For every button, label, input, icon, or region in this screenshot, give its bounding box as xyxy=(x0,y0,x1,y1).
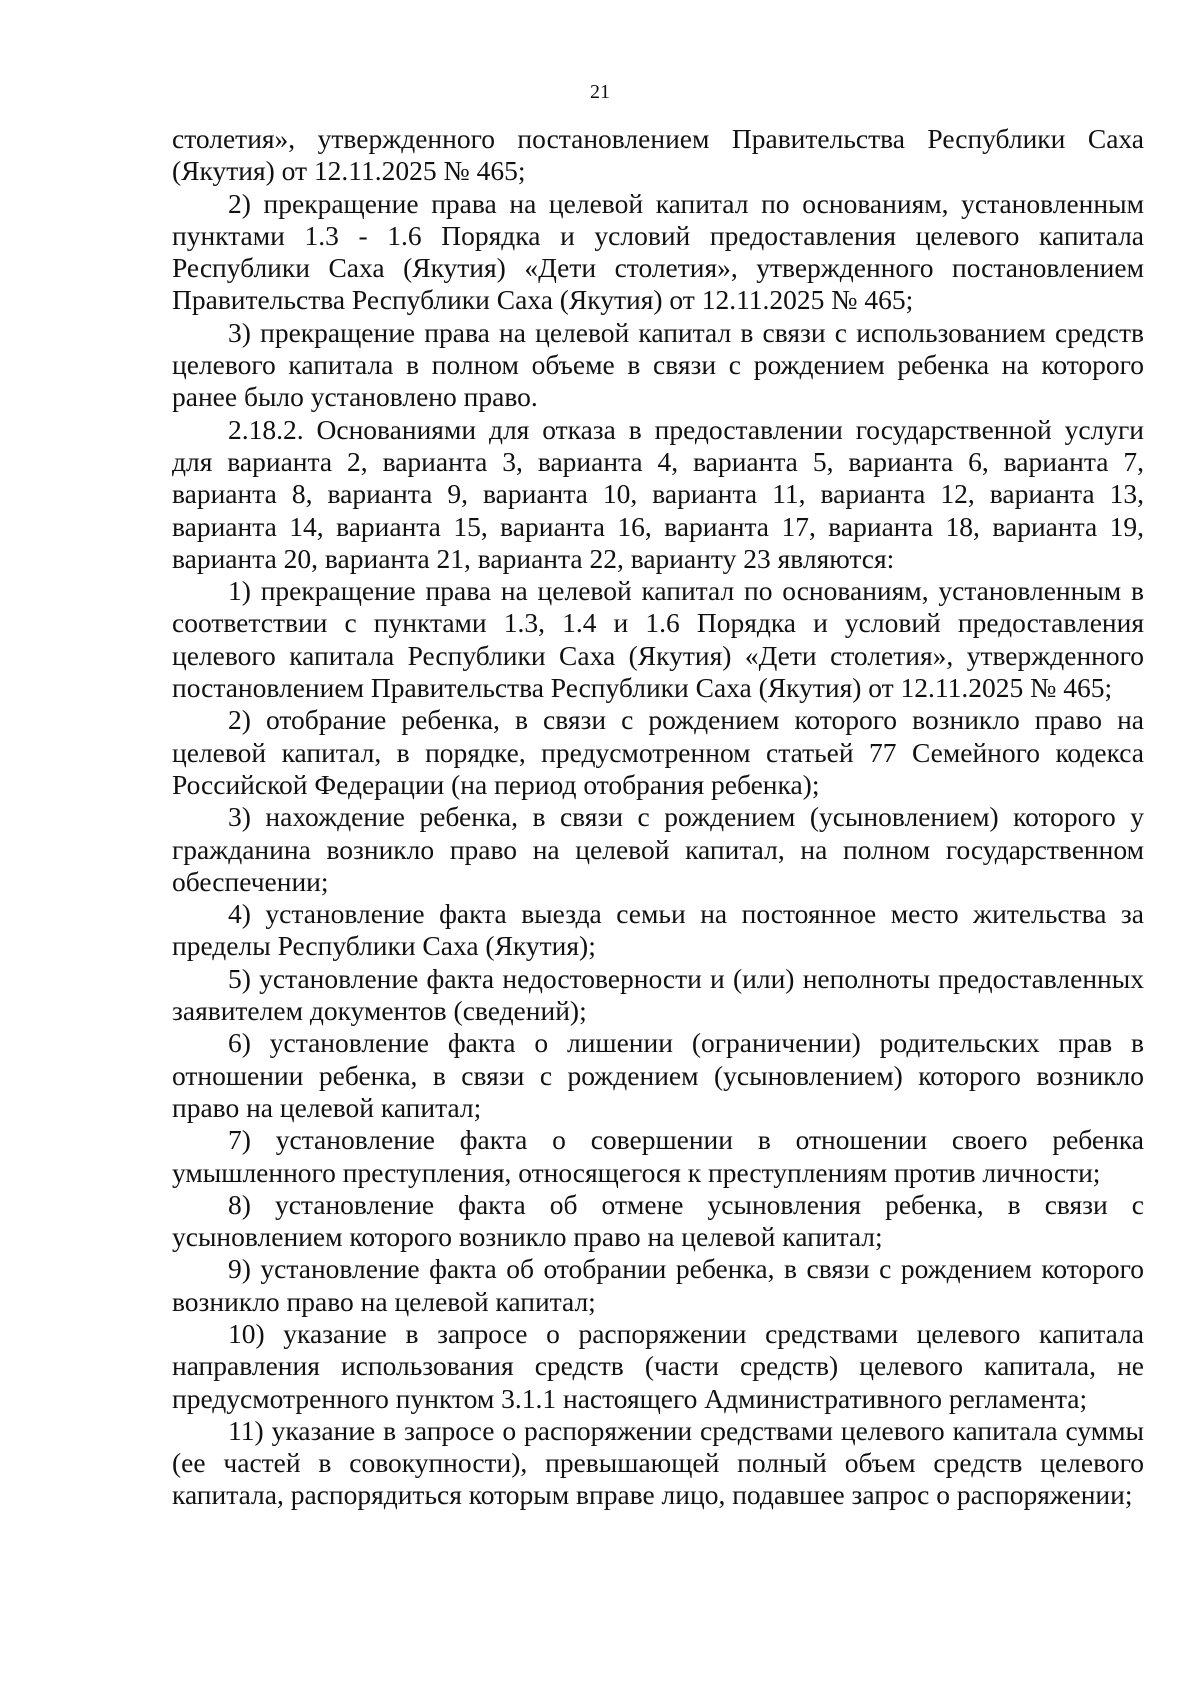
paragraph-continuation: столетия», утвержденного постановлением Правительства Республики Саха (Якутия) от 12.11.2025 № 465; xyxy=(172,123,1144,187)
paragraph-item-3: 3) прекращение права на целевой капитал в связи с использованием средств целевого капитала в полном объеме в связи с рождением ребенка на которого ранее было установлено право. xyxy=(172,316,1144,413)
page-number: 21 xyxy=(590,81,610,103)
document-body xyxy=(172,123,1144,1512)
paragraph-section-2-18-2: 2.18.2. Основаниями для отказа в предоставлении государственной услуги для варианта 2, варианта 3, варианта 4, варианта 5, варианта 6, варианта 7, варианта 8, варианта 9, варианта 10, варианта 11, варианта 12, варианта 13, варианта 14, варианта 15, варианта 16, варианта 17, варианта 18, варианта 19, варианта 20, варианта 21, варианта 22, варианту 23 являются: xyxy=(172,413,1144,574)
paragraph-refusal-6: 6) установление факта о лишении (ограничении) родительских прав в отношении ребенка, в связи с рождением (усыновлением) которого возникло право на целевой капитал; xyxy=(172,1027,1144,1123)
paragraph-item-2: 2) прекращение права на целевой капитал по основаниям, установленным пунктами 1.3 - 1.6 Порядка и условий предоставления целевого капитала Республики Саха (Якутия) «Дети столетия», утвержденного постановлением Правительства Республики Саха (Якутия) от 12.11.2025 № 465; xyxy=(172,187,1144,316)
paragraph-refusal-5: 5) установление факта недостоверности и (или) неполноты предоставленных заявителем документов (сведений); xyxy=(172,962,1144,1027)
paragraph-refusal-4: 4) установление факта выезда семьи на постоянное место жительства за пределы Республики Саха (Якутия); xyxy=(172,898,1144,962)
paragraph-refusal-3: 3) нахождение ребенка, в связи с рождением (усыновлением) которого у гражданина возникло право на целевой капитал, на полном государственном обеспечении; xyxy=(172,801,1144,897)
paragraph-refusal-8: 8) установление факта об отмене усыновления ребенка, в связи с усыновлением которого возникло право на целевой капитал; xyxy=(172,1188,1144,1253)
paragraph-refusal-7: 7) установление факта о совершении в отношении своего ребенка умышленного преступления, относящегося к преступлениям против личности; xyxy=(172,1124,1144,1188)
paragraph-refusal-9: 9) установление факта об отобрании ребенка, в связи с рождением которого возникло право на целевой капитал; xyxy=(172,1253,1144,1317)
paragraph-refusal-10: 10) указание в запросе о распоряжении средствами целевого капитала направления использования средств (части средств) целевого капитала, не предусмотренного пунктом 3.1.1 настоящего Административного регламента; xyxy=(172,1317,1144,1414)
paragraph-refusal-11: 11) указание в запросе о распоряжении средствами целевого капитала суммы (ее частей в совокупности), превышающей полный объем средств целевого капитала, распорядиться которым вправе лицо, подавшее запрос о распоряжении; xyxy=(172,1414,1144,1511)
paragraph-refusal-2: 2) отобрание ребенка, в связи с рождением которого возникло право на целевой капитал, в порядке, предусмотренном статьей 77 Семейного кодекса Российской Федерации (на период отобрания ребенка); xyxy=(172,704,1144,800)
paragraph-refusal-1: 1) прекращение права на целевой капитал по основаниям, установленным в соответствии с пунктами 1.3, 1.4 и 1.6 Порядка и условий предоставления целевого капитала Республики Саха (Якутия) «Дети столетия», утвержденного постановлением Правительства Республики Саха (Якутия) от 12.11.2025 № 465; xyxy=(172,575,1144,704)
